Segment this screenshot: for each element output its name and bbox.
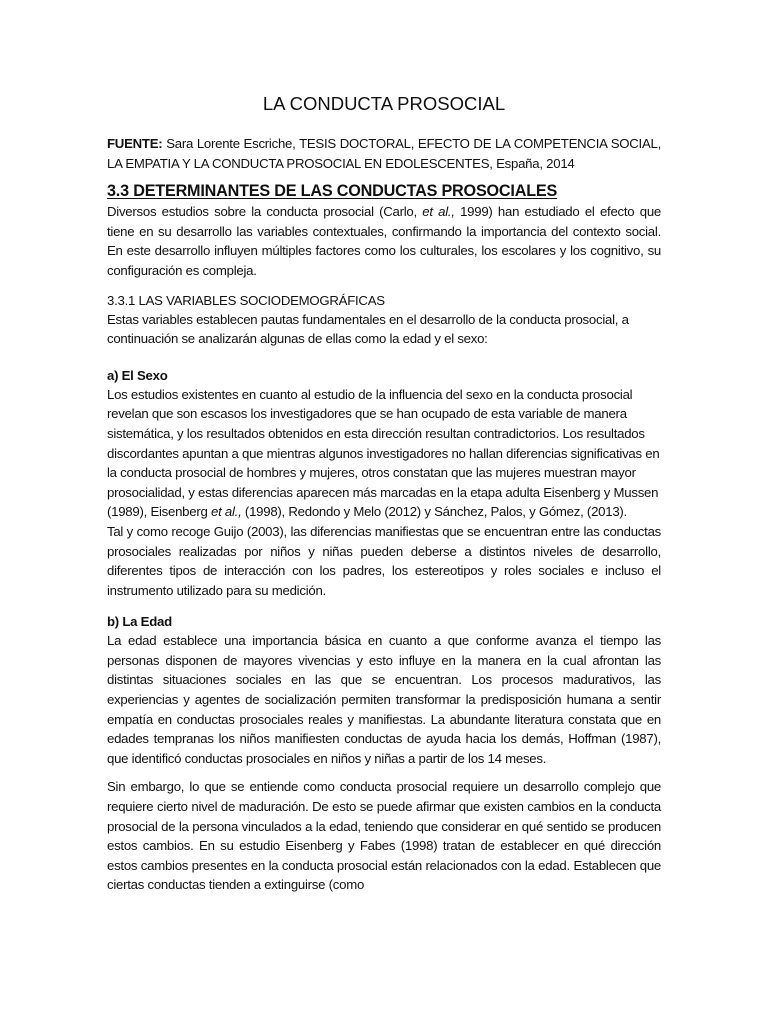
source-label: FUENTE:: [107, 136, 163, 151]
source-citation: [107, 134, 661, 173]
sexo-heading: a) El Sexo: [107, 367, 168, 383]
edad-paragraph-2: Sin embargo, lo que se entiende como conducta prosocial requiere un desarrollo complejo que requiere cierto nivel de maduración. De esto se puede afirmar que existen cambios en la conducta prosocial de la persona vinculados a la edad, teniendo que considerar en qué sentido se producen estos cambios. En su estudio Eisenberg y Fabes (1998) tratan de establecer en qué dirección estos cambios presentes en la conducta prosocial están relacionados con la edad. Establecen que ciertas conductas tienden a extinguirse (como: [107, 779, 661, 893]
subsection-intro-paragraph: Estas variables establecen pautas fundamentales en el desarrollo de la conducta prosocial, a continuación se analizarán algunas de ellas como la edad y el sexo:: [107, 311, 629, 347]
document-body: [107, 92, 661, 895]
section-intro-paragraph: Diversos estudios sobre la conducta prosocial (Carlo, et al., 1999) han estudiado el efecto que tiene en su desarrollo las variables contextuales, confirmando la importancia del contexto social. En este desarrollo influyen múltiples factores como los culturales, los escolares y los cognitivo, su configuración es compleja.: [107, 204, 661, 278]
edad-paragraph-1: La edad establece una importancia básica en cuanto a que conforme avanza el tiempo las personas disponen de mayores vivencias y esto influye en la manera en la cual afrontan las distintas situaciones sociales en las que se encuentran. Los procesos madurativos, las experiencias y agentes de socialización permiten transformar la predisposición humana a sentir empatía en conductas prosociales reales y manifiestas. La abundante literatura constata que en edades tempranas los niños manifiesten conductas de ayuda hacia los demás, Hoffman (1987), que identificó conductas prosociales en niños y niñas a partir de los 14 meses.: [107, 633, 661, 766]
document-title: LA CONDUCTA PROSOCIAL: [262, 93, 506, 114]
edad-heading: b) La Edad: [107, 614, 172, 630]
source-text: Sara Lorente Escriche, TESIS DOCTORAL, EFECTO DE LA COMPETENCIA SOCIAL, LA EMPATIA Y LA CONDUCTA PROSOCIAL EN EDOLESCENTES, España, 2014: [107, 136, 661, 171]
emphasis-et-al: et al.,: [422, 204, 455, 220]
emphasis-et-al: et al.,: [211, 504, 242, 520]
section-heading: 3.3 DETERMINANTES DE LAS CONDUCTAS PROSOCIALES: [107, 182, 558, 201]
sexo-paragraph-2: Tal y como recoge Guijo (2003), las diferencias manifiestas que se encuentran entre las conductas prosociales realizadas por niños y niñas pueden deberse a distintos niveles de desarrollo, diferentes tipos de interacción con los padres, los estereotipos y roles sociales e incluso el instrumento utilizado para su medición.: [107, 523, 661, 598]
sexo-paragraph-1: Los estudios existentes en cuanto al estudio de la influencia del sexo en la conducta prosocial revelan que son escasos los investigadores que se han ocupado de esta variable de manera sistemática, y los resultados obtenidos en esta dirección resultan contradictorios. Los resultados discordantes apuntan a que mientras algunos investigadores no hallan diferencias significativas en la conducta prosocial de hombres y mujeres, otros constatan que las mujeres muestran mayor prosocialidad, y estas diferencias aparecen más marcadas en la etapa adulta Eisenberg y Mussen (1989), Eisenberg et al., (1998), Redondo y Melo (2012) y Sánchez, Palos, y Gómez, (2013).: [107, 386, 660, 520]
subsection-heading: 3.3.1 LAS VARIABLES SOCIODEMOGRÁFICAS: [107, 292, 385, 308]
